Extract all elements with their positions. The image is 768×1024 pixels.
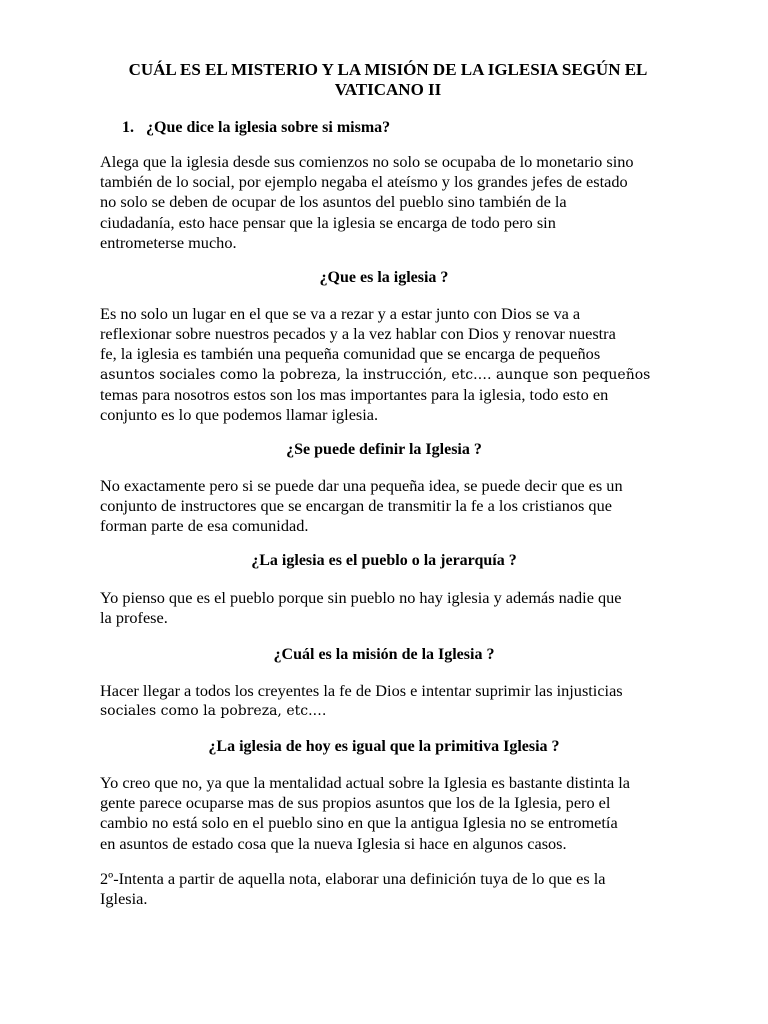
paragraph-line: Alega que la iglesia desde sus comienzos no solo se ocupaba de lo monetario sino [100, 152, 634, 171]
paragraph-line: reflexionar sobre nuestros pecados y a la vez hablar con Dios y renovar nuestra [100, 324, 616, 344]
paragraph-line: Es no solo un lugar en el que se va a rezar y a estar junto con Dios se va a [100, 304, 581, 323]
page-title-line-1: CUÁL ES EL MISTERIO Y LA MISIÓN DE LA IGLESIA SEGÚN EL [128, 60, 648, 79]
paragraph-line: Iglesia. [100, 889, 148, 909]
paragraph-line: asuntos sociales como la pobreza, la instrucción, etc.… aunque son pequeños [100, 366, 651, 383]
section-1-number: 1. [122, 119, 134, 136]
paragraph-line: entrometerse mucho. [100, 232, 237, 252]
paragraph-2 [100, 304, 700, 425]
page-title-line-2: VATICANO II [334, 80, 442, 99]
paragraph-4 [100, 588, 700, 628]
paragraph-line: temas para nosotros estos son los mas importantes para la iglesia, todo esto en [100, 384, 609, 404]
heading-se-puede-definir: ¿Se puede definir la Iglesia ? [286, 441, 482, 458]
paragraph-5 [100, 681, 700, 721]
paragraph-line: Yo pienso que es el pueblo porque sin pueblo no hay iglesia y además nadie que [100, 588, 622, 607]
paragraph-line: gente parece ocuparse mas de sus propios asuntos que los de la Iglesia, pero el [100, 793, 611, 813]
paragraph-line: Hacer llegar a todos los creyentes la fe de Dios e intentar suprimir las injusticias [100, 681, 623, 700]
heading-iglesia-de-hoy: ¿La iglesia de hoy es igual que la primitiva Iglesia ? [208, 738, 560, 755]
paragraph-line: 2º-Intenta a partir de aquella nota, elaborar una definición tuya de lo que es la [100, 869, 606, 888]
paragraph-line: la profese. [100, 608, 168, 628]
paragraph-line: No exactamente pero si se puede dar una pequeña idea, se puede decir que es un [100, 476, 623, 495]
paragraph-line: también de lo social, por ejemplo negaba el ateísmo y los grandes jefes de estado [100, 172, 628, 192]
heading-mision-de-la-iglesia: ¿Cuál es la misión de la Iglesia ? [273, 646, 495, 663]
paragraph-line: no solo se deben de ocupar de los asuntos del pueblo sino también de la [100, 192, 567, 212]
paragraph-line: en asuntos de estado cosa que la nueva Iglesia si hace en algunos casos. [100, 833, 567, 853]
paragraph-1 [100, 152, 700, 253]
paragraph-line: conjunto es lo que podemos llamar iglesia. [100, 405, 379, 425]
paragraph-line: Yo creo que no, ya que la mentalidad actual sobre la Iglesia es bastante distinta la [100, 773, 631, 792]
paragraph-line: forman parte de esa comunidad. [100, 516, 309, 536]
page-title [100, 60, 676, 100]
paragraph-line: cambio no está solo en el pueblo sino en que la antigua Iglesia no se entrometía [100, 813, 618, 833]
paragraph-line: ciudadanía, esto hace pensar que la iglesia se encarga de todo pero sin [100, 212, 556, 232]
paragraph-6 [100, 773, 700, 854]
paragraph-7 [100, 869, 700, 909]
heading-que-es-la-iglesia: ¿Que es la iglesia ? [319, 269, 449, 286]
paragraph-line: conjunto de instructores que se encargan de transmitir la fe a los cristianos que [100, 496, 612, 516]
heading-pueblo-o-jerarquia: ¿La iglesia es el pueblo o la jerarquía ? [251, 552, 517, 569]
paragraph-line: fe, la iglesia es también una pequeña comunidad que se encarga de pequeños [100, 344, 601, 364]
section-1-heading-text: ¿Que dice la iglesia sobre si misma? [146, 119, 391, 136]
section-1-heading [122, 118, 390, 138]
paragraph-3 [100, 476, 700, 537]
paragraph-line: sociales como la pobreza, etc.… [100, 703, 327, 720]
